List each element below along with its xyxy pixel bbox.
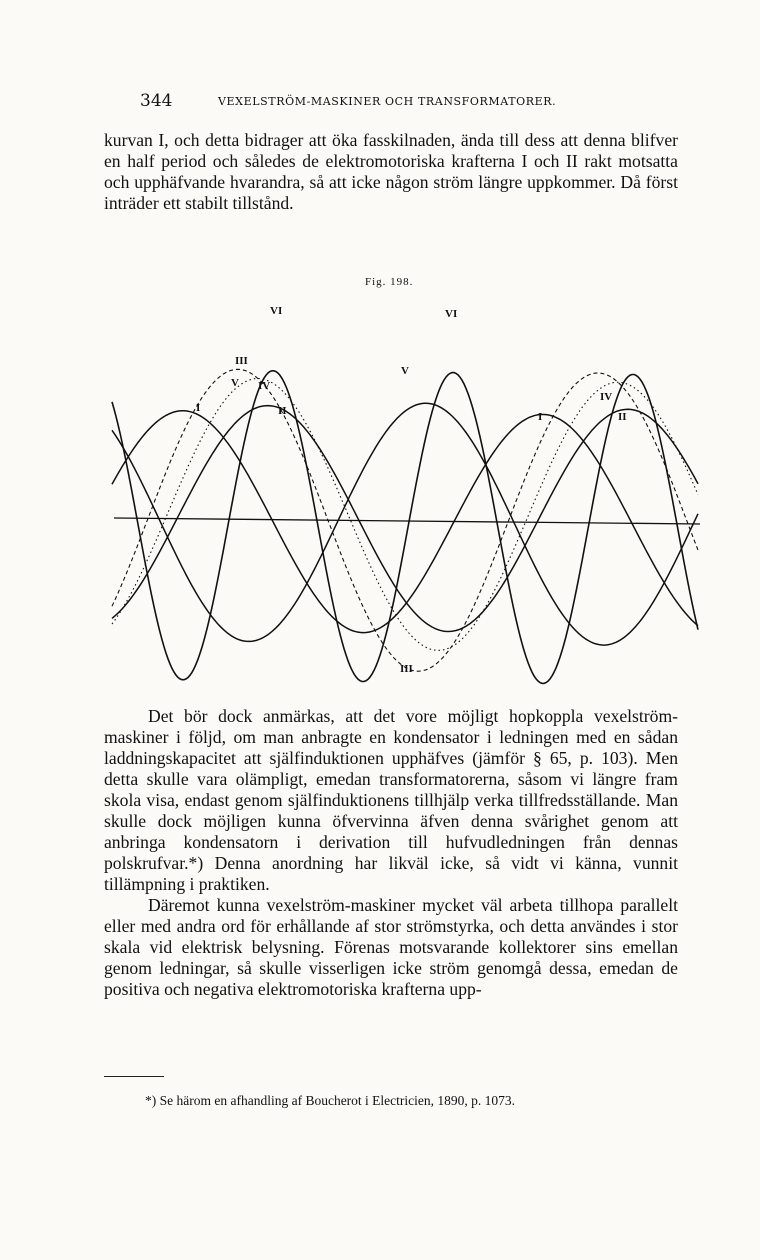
label-i-right: I — [538, 411, 543, 423]
baseline-axis — [114, 518, 700, 524]
running-title: VEXELSTRÖM-MASKINER OCH TRANSFORMATORER. — [218, 95, 557, 108]
page-number: 344 — [140, 91, 173, 111]
footnote: *) Se härom en afhandling af Boucherot i Electricien, 1890, p. 1073. — [145, 1093, 516, 1108]
label-v-center: V — [401, 365, 409, 377]
sine-wave-figure — [108, 296, 704, 688]
label-iv-left: IV — [258, 380, 271, 392]
curve-vi — [112, 371, 698, 684]
paragraph-2: Det bör dock anmärkas, att det vore möjligt hopkoppla vexelström-maskiner i följd, om man anbragte en kondensator i ledningen med en sådan laddningskapacitet att själfinduktionen upphäfves (jämför § 65, p. 103). Men detta skulle vara olämpligt, emedan transformatorerna, såsom vi längre fram skola visa, endast genom själfinduktionens tillhjälp verka tillfredsställande. Man skulle dock möjligen kunna öfvervinna äfven denna svårighet genom att anbringa kondensatorn i derivation till hufvudledningen från dennas polskrufvar.*) Denna anordning har likväl icke, så vidt vi känna, vunnit tillämpning i praktiken. — [104, 706, 678, 894]
paragraph-3: Däremot kunna vexelström-maskiner mycket väl arbeta tillhopa parallelt eller med andra ord för erhållande af stor strömstyrka, och detta användes i stor skala vid elektrisk belysning. Förenas motsvarande kollektorer sins emellan genom ledningar, så skulle visserligen icke ström genomgå dessa, emedan de positiva och negativa elektromotoriska krafterna upp- — [104, 895, 678, 999]
label-vi-right: VI — [445, 308, 458, 320]
label-iii-left: III — [235, 355, 248, 367]
label-iv-right: IV — [600, 391, 613, 403]
curve-group — [112, 369, 698, 683]
label-ii-left: II — [278, 405, 287, 417]
body-paragraphs — [104, 706, 678, 1000]
paragraph-text: kurvan I, och detta bidrager att öka fasskilnaden, ända till dess att denna blifver en half period och således de elektromotoriska krafterna I och II rakt motsatta och upphäfvande hvarandra, så att icke någon ström längre uppkommer. Då först inträder ett stabilt tillstånd. — [104, 130, 678, 213]
footnote-rule — [104, 1076, 164, 1077]
label-iii-bottom: III — [400, 663, 413, 675]
figure-caption: Fig. 198. — [365, 276, 414, 288]
label-vi-left: VI — [270, 305, 283, 317]
label-ii-right: II — [618, 411, 627, 423]
label-v-left: V — [231, 377, 239, 389]
paragraph-top — [104, 130, 678, 214]
curve-v — [112, 403, 698, 645]
label-i-left: I — [196, 402, 201, 414]
